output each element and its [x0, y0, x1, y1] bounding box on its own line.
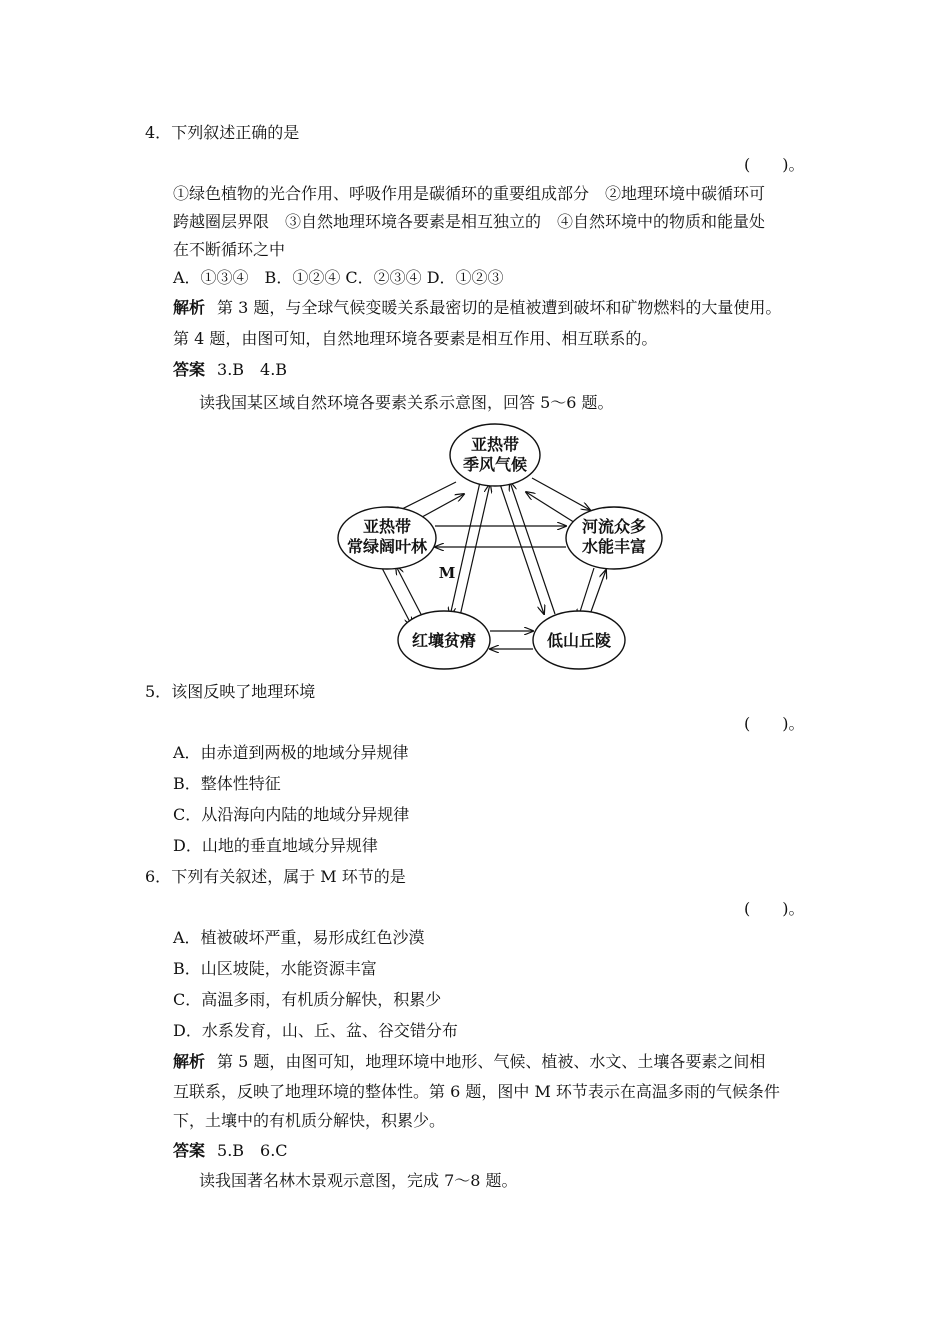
node-climate — [450, 424, 540, 486]
node-terrain — [533, 611, 625, 669]
node-river-line2: 水能丰富 — [581, 537, 647, 556]
node-forest — [338, 507, 436, 569]
reading-intro: 读我国著名林木景观示意图，完成 7～8 题。 — [199, 1171, 518, 1190]
node-soil — [398, 611, 490, 669]
option-a: A．由赤道到两极的地域分异规律 — [173, 743, 409, 762]
analysis-line: 第 4 题，由图可知，自然地理环境各要素是相互作用、相互联系的。 — [173, 329, 658, 348]
node-climate-line1: 亚热带 — [470, 435, 520, 454]
question-number: 4． — [145, 123, 172, 142]
option-d: D．水系发育，山、丘、盆、谷交错分布 — [173, 1021, 458, 1040]
m-label: M — [438, 564, 456, 582]
question-4-options: A．①③④ B．①②④ C．②③④ D．①②③ — [173, 268, 504, 287]
option-d: D．山地的垂直地域分异规律 — [173, 836, 378, 855]
analysis-line: 解析 第 3 题，与全球气候变暖关系最密切的是植被遭到破坏和矿物燃料的大量使用。 — [173, 298, 782, 317]
question-number: 6． — [145, 867, 172, 886]
node-soil-label: 红壤贫瘠 — [411, 631, 477, 650]
environment-relationship-diagram — [330, 420, 670, 680]
option-c: C．从沿海向内陆的地域分异规律 — [173, 805, 410, 824]
node-river-line1: 河流众多 — [581, 517, 647, 536]
statement-line: 在不断循环之中 — [173, 240, 286, 259]
node-forest-line2: 常绿阔叶林 — [346, 537, 428, 556]
node-river — [566, 507, 662, 569]
statement-line: 跨越圈层界限 ③自然地理环境各要素是相互独立的 ④自然环境中的物质和能量处 — [173, 212, 766, 231]
reading-intro: 读我国某区域自然环境各要素关系示意图，回答 5～6 题。 — [199, 393, 614, 412]
answer-line: 答案 5.B 6.C — [173, 1141, 288, 1160]
node-forest-line1: 亚热带 — [362, 517, 412, 536]
answer-line: 答案 3.B 4.B — [173, 360, 288, 379]
analysis-line: 下，土壤中的有机质分解快，积累少。 — [173, 1111, 446, 1130]
analysis-label: 解析 — [173, 298, 206, 317]
option-b: B．山区坡陡，水能资源丰富 — [173, 959, 377, 978]
statement-line: ①绿色植物的光合作用、呼吸作用是碳循环的重要组成部分 ②地理环境中碳循环可 — [173, 184, 766, 203]
analysis-line: 解析 第 5 题，由图可知，地理环境中地形、气候、植被、水文、土壤各要素之间相 — [173, 1052, 766, 1071]
answer-blank: ( )。 — [744, 899, 805, 918]
node-terrain-label: 低山丘陵 — [546, 631, 612, 650]
question-5-stem: 5．该图反映了地理环境 — [145, 682, 316, 701]
answer-blank: ( )。 — [744, 714, 805, 733]
answer-blank: ( )。 — [744, 155, 805, 174]
option-b: B．整体性特征 — [173, 774, 281, 793]
question-4-stem: 4．下列叙述正确的是 — [145, 123, 300, 142]
answer-label: 答案 — [173, 1141, 206, 1160]
option-c: C．高温多雨，有机质分解快，积累少 — [173, 990, 442, 1009]
question-6-stem: 6．下列有关叙述，属于 M 环节的是 — [145, 867, 406, 886]
answer-label: 答案 — [173, 360, 206, 379]
option-a: A．植被破坏严重，易形成红色沙漠 — [173, 928, 425, 947]
analysis-line: 互联系，反映了地理环境的整体性。第 6 题，图中 M 环节表示在高温多雨的气候条件 — [173, 1082, 780, 1101]
analysis-label: 解析 — [173, 1052, 206, 1071]
node-climate-line2: 季风气候 — [462, 455, 528, 474]
question-number: 5． — [145, 682, 172, 701]
